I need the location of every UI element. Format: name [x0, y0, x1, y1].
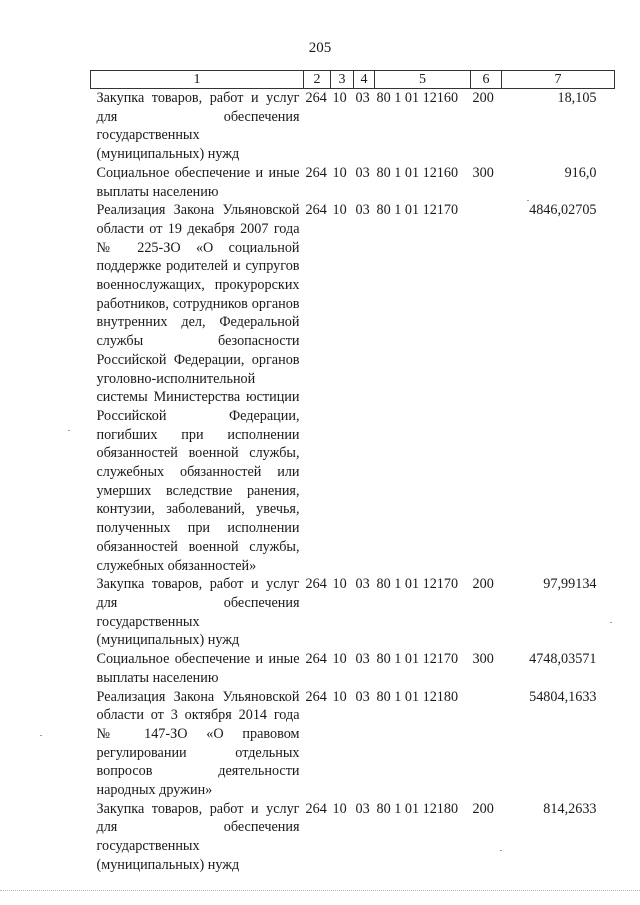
- scan-speck: [610, 622, 612, 623]
- row-expense-type: 300: [472, 164, 494, 181]
- row-subsection: 03: [355, 202, 370, 219]
- row-target-article: 80 1 01 12160: [376, 164, 459, 181]
- row-subsection: 03: [355, 90, 370, 106]
- row-section: 10: [332, 651, 347, 668]
- row-ministry-code: 264: [305, 800, 327, 817]
- row-section: 10: [332, 202, 347, 219]
- row-ministry-code: 264: [305, 576, 327, 593]
- row-amount: 4748,03571: [529, 651, 597, 668]
- row-section: 10: [332, 164, 347, 181]
- header-col-2: 2: [304, 71, 331, 89]
- row-expense-type: 200: [472, 576, 494, 593]
- row-section: 10: [332, 90, 347, 106]
- row-target-article: 80 1 01 12170: [376, 576, 459, 593]
- row-name: Закупка товаров, работ и услуг для обеспечения государственных (муниципальных) нужд: [96, 800, 300, 873]
- row-target-article: 80 1 01 12180: [376, 688, 459, 705]
- row-target-article: 80 1 01 12170: [376, 651, 459, 668]
- row-name: Реализация Закона Ульяновской области от 3 октября 2014 года № 147-ЗО «О правовом регулировании отдельных вопросов деятельности народных дружин»: [96, 688, 300, 799]
- table-body: [91, 89, 615, 875]
- row-subsection: 03: [355, 651, 370, 668]
- row-ministry-code: 264: [305, 164, 327, 181]
- header-col-7: 7: [502, 71, 615, 89]
- row-subsection: 03: [355, 576, 370, 593]
- row-name: Закупка товаров, работ и услуг для обеспечения государственных (муниципальных) нужд: [96, 90, 300, 163]
- row-amount: 814,2633: [543, 800, 597, 817]
- row-subsection: 03: [355, 164, 370, 181]
- row-expense-type: 200: [472, 800, 494, 817]
- row-target-article: 80 1 01 12160: [376, 90, 459, 106]
- row-expense-type: 300: [472, 651, 494, 668]
- row-section: 10: [332, 576, 347, 593]
- page-number: 205: [308, 40, 332, 56]
- scan-speck: [527, 200, 529, 201]
- row-amount: 97,99134: [543, 576, 597, 593]
- row-name: Закупка товаров, работ и услуг для обеспечения государственных (муниципальных) нужд: [96, 576, 300, 649]
- row-amount: 4846,02705: [529, 202, 597, 219]
- row-subsection: 03: [355, 800, 370, 817]
- table-header: [91, 71, 615, 89]
- table-row: [91, 650, 615, 687]
- row-ministry-code: 264: [305, 202, 327, 219]
- row-name: Социальное обеспечение и иные выплаты населению: [96, 164, 300, 200]
- header-col-5: 5: [375, 71, 471, 89]
- header-col-4: 4: [354, 71, 375, 89]
- row-subsection: 03: [355, 688, 370, 705]
- row-expense-type: [471, 688, 502, 800]
- scan-speck: [40, 735, 42, 736]
- header-col-3: 3: [331, 71, 354, 89]
- scan-speck: [68, 430, 70, 431]
- table-row: [91, 89, 615, 164]
- row-expense-type: [471, 201, 502, 575]
- budget-table: [90, 70, 615, 875]
- table-row: [91, 688, 615, 800]
- row-amount: 54804,1633: [529, 688, 597, 705]
- row-section: 10: [332, 688, 347, 705]
- row-amount: 916,0: [564, 164, 597, 181]
- table-row: [91, 575, 615, 650]
- scan-edge: [0, 890, 640, 892]
- table-row: [91, 800, 615, 875]
- row-target-article: 80 1 01 12170: [376, 202, 459, 219]
- table-row: [91, 164, 615, 201]
- row-name: Социальное обеспечение и иные выплаты населению: [96, 651, 300, 686]
- row-section: 10: [332, 800, 347, 817]
- row-ministry-code: 264: [305, 651, 327, 668]
- scan-speck: [500, 850, 502, 851]
- row-expense-type: 200: [472, 90, 494, 106]
- header-row: [91, 71, 615, 89]
- row-amount: 18,105: [557, 90, 597, 106]
- row-name: Реализация Закона Ульяновской области от 19 декабря 2007 года № 225-ЗО «О социальной поддержке родителей и супругов военнослужащих, прокурорских работников, сотрудников органов внутренних дел, Федеральной службы безопасности Российской Федерации, органов уголовно-исполнительной системы Министерства юстиции Российской Федерации, погибших при исполнении обязанностей военной службы, служебных обязанностей или умерших вследствие ранения, контузии, заболеваний, увечья, полученных при исполнении обязанностей военной службы, служебных обязанностей»: [96, 202, 300, 574]
- header-col-1: 1: [91, 71, 304, 89]
- row-ministry-code: 264: [305, 90, 327, 106]
- header-col-6: 6: [471, 71, 502, 89]
- row-ministry-code: 264: [305, 688, 327, 705]
- table-row: [91, 201, 615, 575]
- budget-table-container: [90, 70, 615, 875]
- row-target-article: 80 1 01 12180: [376, 800, 459, 817]
